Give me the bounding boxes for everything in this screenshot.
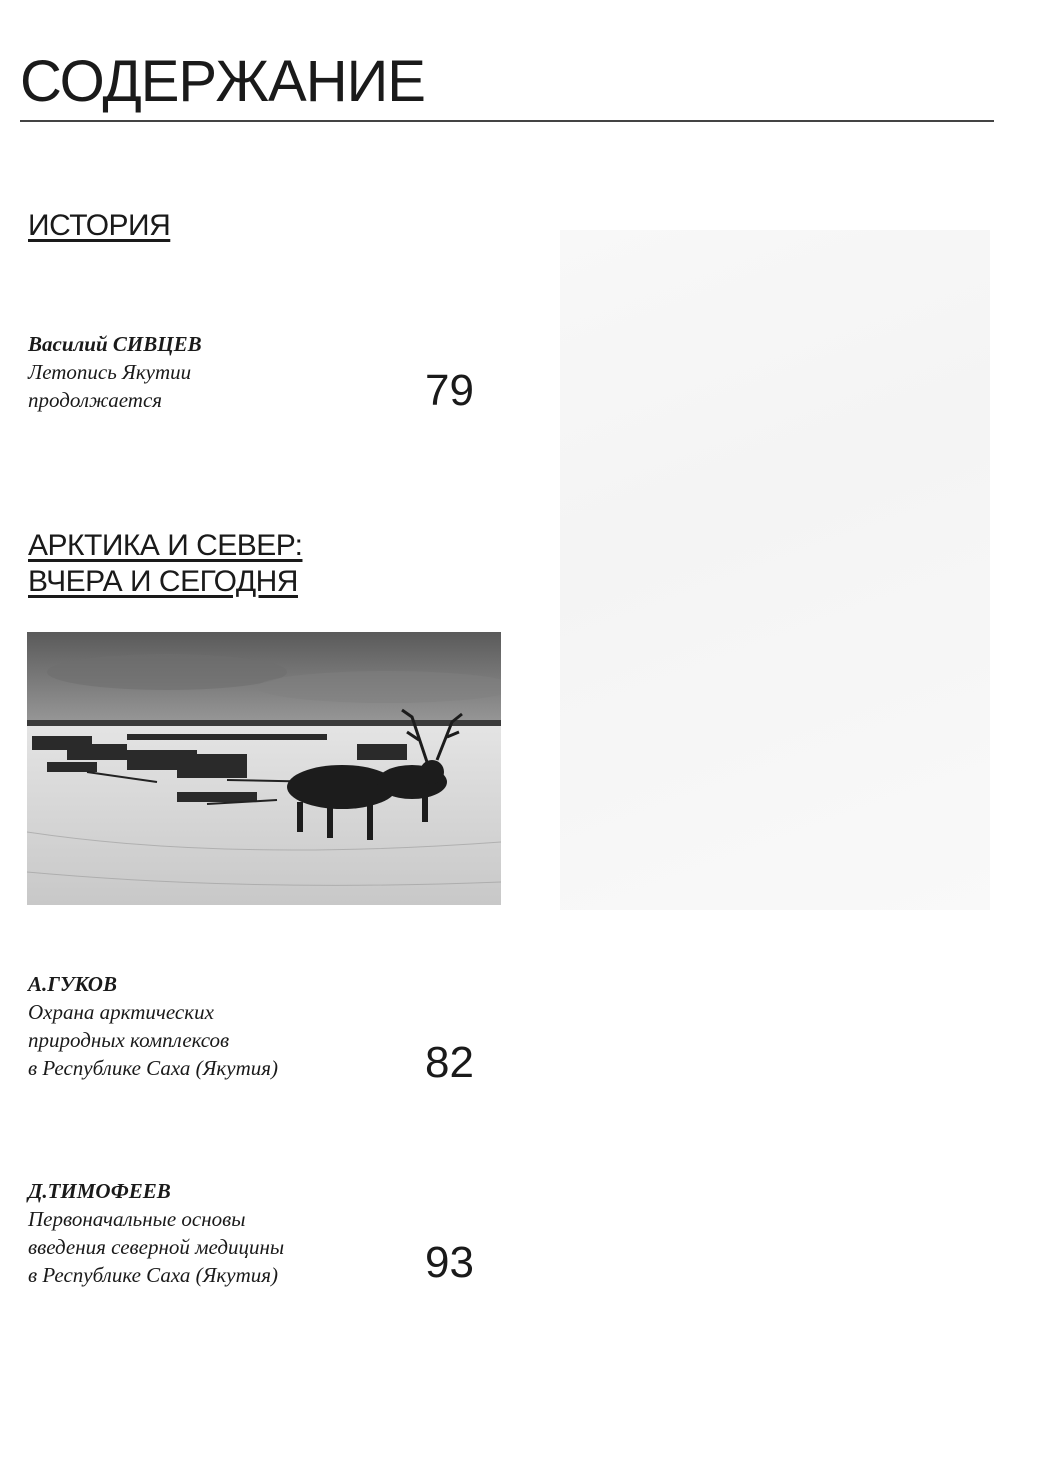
section-heading-line: ВЧЕРА И СЕГОДНЯ (28, 565, 298, 598)
entry-title-line: в Республике Саха (Якутия) (28, 1263, 278, 1287)
entry-page-number[interactable]: 93 (425, 1238, 474, 1287)
entry-author: Д.ТИМОФЕЕВ (28, 1179, 171, 1203)
title-divider (20, 120, 994, 122)
background-bleed-through (560, 230, 990, 910)
entry-page-number[interactable]: 82 (425, 1038, 474, 1087)
section-heading-line: АРКТИКА И СЕВЕР: (28, 529, 303, 562)
section-heading-history: ИСТОРИЯ (28, 209, 171, 242)
page-title: СОДЕРЖАНИЕ (20, 49, 425, 114)
entry-title-line: Первоначальные основы (28, 1207, 246, 1231)
entry-page-number[interactable]: 79 (425, 366, 474, 415)
entry-title-line: продолжается (28, 388, 163, 412)
toc-entry-sivtsev[interactable] (28, 330, 202, 414)
entry-title-line: природных комплексов (28, 1028, 230, 1052)
entry-title-line: в Республике Саха (Якутия) (28, 1056, 278, 1080)
entry-author: А.ГУКОВ (28, 972, 117, 996)
toc-entry-gukov[interactable] (28, 970, 278, 1082)
section-heading-arctic (28, 528, 302, 600)
toc-entry-timofeev[interactable] (28, 1177, 284, 1289)
entry-title-line: Охрана арктических (28, 1000, 214, 1024)
entry-title-line: введения северной медицины (28, 1235, 285, 1259)
entry-title-line: Летопись Якутии (28, 360, 192, 384)
entry-author: Василий СИВЦЕВ (28, 332, 202, 356)
reindeer-sled-photo (27, 632, 501, 905)
